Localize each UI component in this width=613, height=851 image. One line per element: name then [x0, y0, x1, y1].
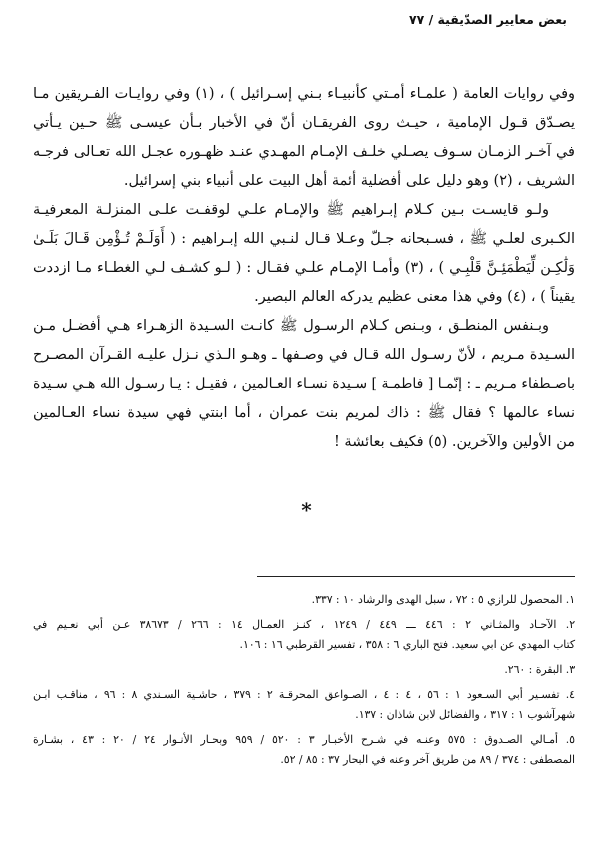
body-line: وبـنفس المنطـق ، وبـنص كـلام الرسـول ﷺ كانـت السـيدة الزهـراء هـي أفضـل مـن: [33, 318, 549, 334]
body-line: وَلَٰكِـن لِّيَطْمَئِـنَّ قَلْبِـي ) ، (٣) وأمـا الإمـام علـي فقـال : ( لـو كشـف لـي الغطـاء مـا ازددت: [33, 260, 575, 276]
footnote-line: ١. المحصول للرازي ٥ : ٧٢ ، سبل الهدى والرشاد ١٠ : ٣٣٧.: [311, 593, 575, 606]
footnote-line: كتاب المهدي عن ابي سعيد. فتح الباري ٦ : ٣٥٨ ، تفسير القرطبي ١٦ : ١٠٦.: [239, 638, 575, 651]
footnote-line: ٤. تفسـير أبي السـعود ١ : ٥٦ ، ٤ : ٤ ، الصـواعق المحرقـة ٢ : ٣٧٩ ، حاشـية السـندي ٨ : ٩٦ ، مناقـب ابـن: [33, 688, 575, 701]
body-line: وفي روايات العامة ( علمـاء أمـتي كأنبيـاء بـني إسـرائيل ) ، (١) وفي روايـات الفـريقين مـا: [33, 86, 575, 102]
body-line: يقيناً ) ، (٤) وفي هذا معنى عظيم يدركه العالم البصير.: [254, 289, 575, 305]
ornament-asterisk: *: [301, 498, 312, 522]
body-line: من الأولين والآخرين. (٥) فكيف بعائشة !: [333, 434, 575, 450]
body-line: في آخـر الزمـان سـوف يصـلي خلـف الإمـام المهـدي عنـد ظهـوره عجـل الله تعـالى فرجـه: [33, 144, 575, 160]
footnotes: [33, 590, 575, 770]
footnote-line: ٢. الآحـاد والمثـاني ٢ : ٤٤٦ ـــ ٤٤٩ / ١٢٤٩ ، كنـز العمـال ١٤ : ٢٦٦ / ٣٨٦٧٣ عـن أبي نعـيم في: [33, 618, 576, 631]
footnote-line: ٥. أمـالي الصـدوق : ٥٧٥ وعنـه في شـرح الأخبـار ٣ : ٥٢٠ / ٩٥٩ وبحـار الأنـوار ٢٤ / ٢٠ : ٤٣ ، بشـارة: [33, 733, 575, 746]
body-text: [33, 80, 575, 457]
footnote-line: المصطفى : ٣٧٤ / ٨٩ من طريق آخر وعنه في البحار ٣٧ : ٨٥ / ٥٢.: [280, 753, 575, 766]
footnote-line: شهرآشوب ١ : ٣١٧ ، والفضائل لابن شاذان : ١٣٧.: [355, 708, 575, 721]
body-line: الشريف ، (٢) وهو دليل على أفضلية أئمة أهل البيت على أنبياء بني إسرائيل.: [123, 173, 575, 189]
body-line: نساء عالمها ؟ فقال ﷺ : ذاك لمريم بنت عمران ، أما ابنتي فهي سيدة نساء العـالمين: [33, 405, 575, 421]
body-line: باصـطفاء مـريم ـ : إنّمـا [ فاطمـة ] سـيدة نسـاء العـالمين ، فقيـل : يـا رسـول الله هـي سـيدة: [33, 376, 575, 392]
footnote-line: ٣. البقرة : ٢٦٠.: [504, 663, 575, 676]
running-head: بعض معايير الصدّيقية / ٧٧: [409, 12, 567, 27]
footnote-divider: [257, 576, 575, 577]
body-line: يصـدّق قـول الإمامية ، حيـث روى الفريقـان أنّ في الأخبار بـأن عيسـى ﷺ حـين يـأتي: [33, 115, 575, 131]
body-line: السـيدة مـريم ، لأنّ رسـول الله قـال في وصـفها ـ وهـو الـذي نـزل عليـه القـرآن المصـرح: [33, 347, 575, 363]
body-line: ولـو قايسـت بـين كـلام إبـراهيم ﷺ والإمـام علـي لوقفـت علـى المنزلـة المعرفيـة: [33, 202, 549, 218]
body-line: الكـبرى لعلـي ﷺ ، فسـبحانه جـلّ وعـلا قـال لنـبي الله إبـراهيم : ( أَوَلَـمْ تُـؤْمِن قَـالَ بَلَـىٰ: [33, 231, 575, 247]
